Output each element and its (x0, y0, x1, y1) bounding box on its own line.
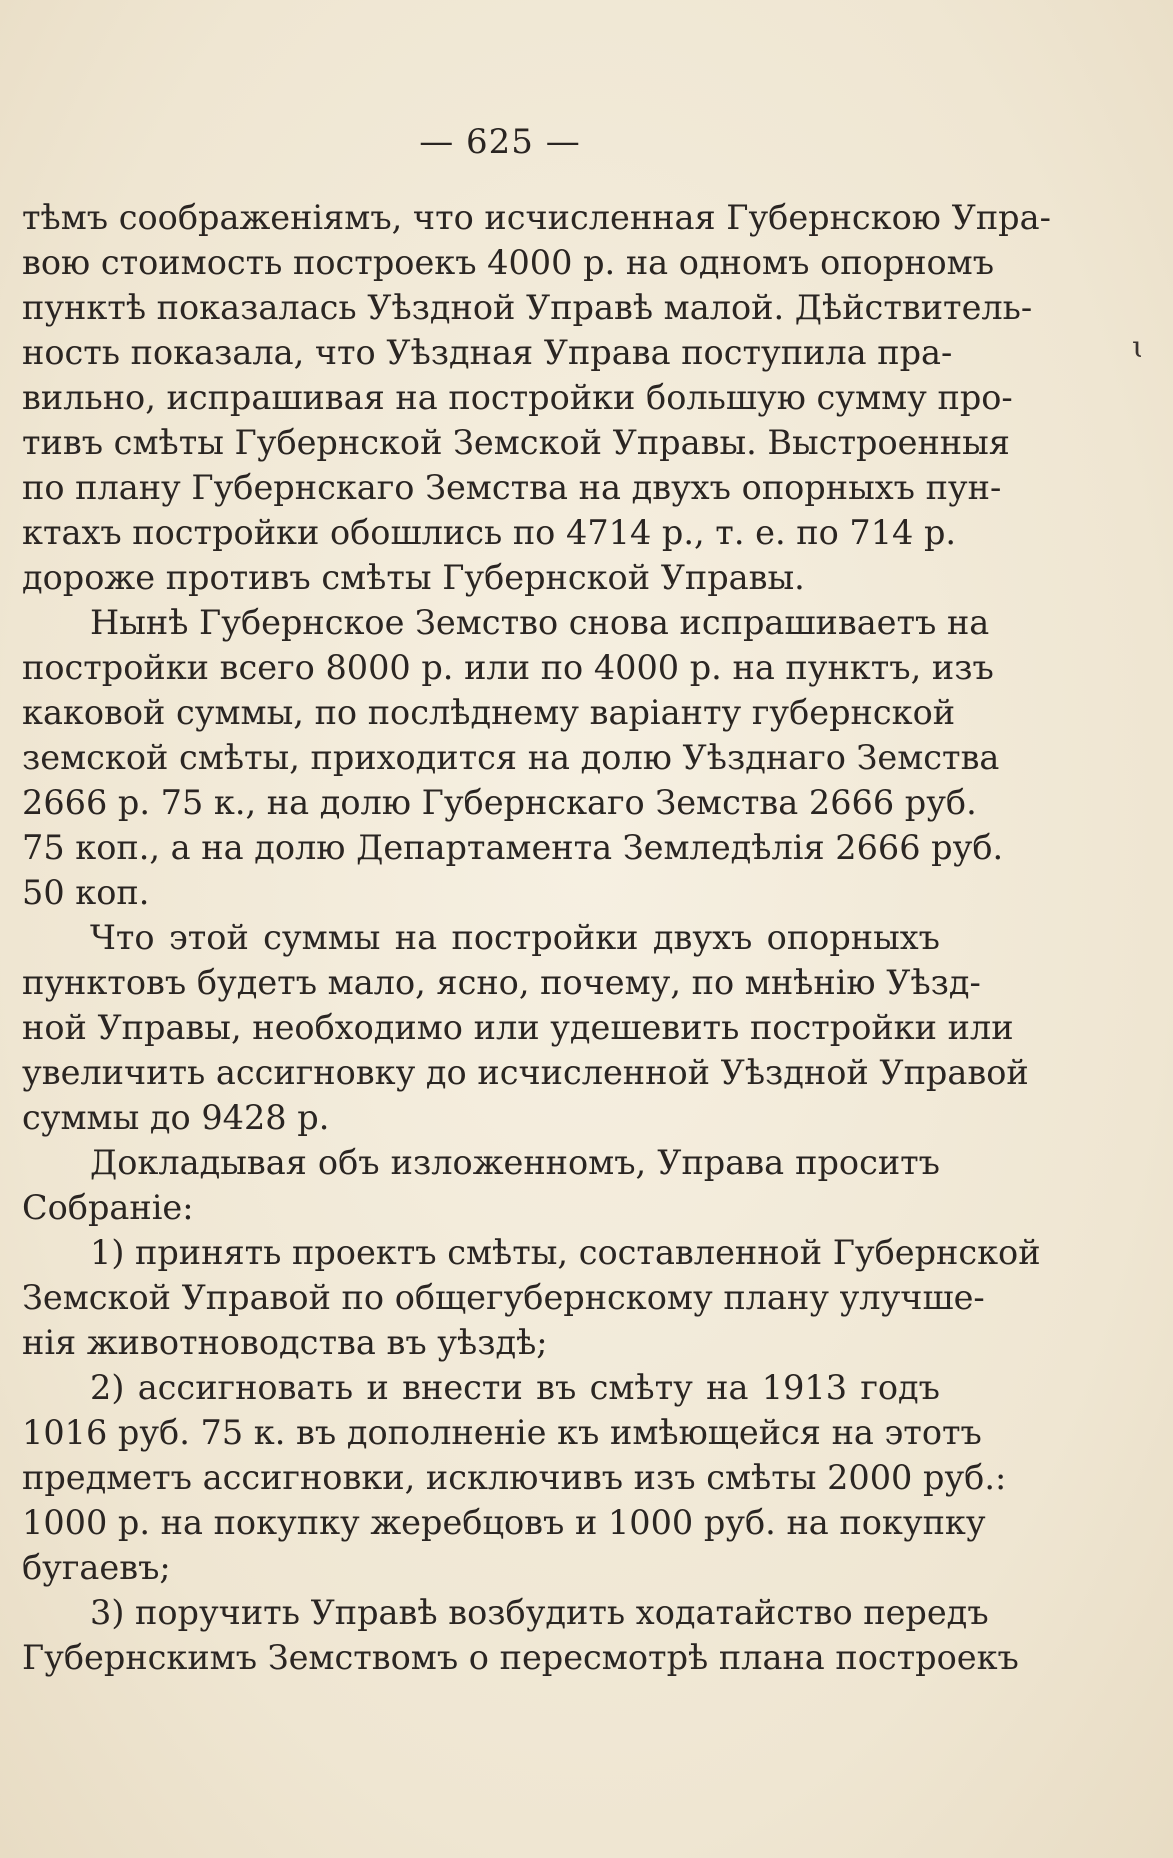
text-line: 75 коп., а на долю Департамента Земледѣлія 2666 руб. (22, 828, 1004, 867)
text-line: тѣмъ соображеніямъ, что исчисленная Губернскою Упра- (22, 198, 1051, 237)
text-line: дороже противъ смѣты Губернской Управы. (22, 558, 805, 597)
text-line: 1) принять проектъ смѣты, составленной Губернской (90, 1233, 1041, 1272)
text-line: Губернскимъ Земствомъ о пересмотрѣ плана построекъ (22, 1638, 1019, 1677)
text-line: ной Управы, необходимо или удешевить постройки или (22, 1008, 1014, 1047)
text-line: нія животноводства въ уѣздѣ; (22, 1323, 548, 1362)
text-line: 2) ассигновать и внести въ смѣту на 1913 годъ (90, 1368, 940, 1407)
text-line: Нынѣ Губернское Земство снова испрашиваетъ на (90, 603, 990, 642)
text-line: 1000 р. на покупку жеребцовъ и 1000 руб. на покупку (22, 1503, 986, 1542)
text-line: вою стоимость построекъ 4000 р. на одномъ опорномъ (22, 243, 995, 282)
text-line: бугаевъ; (22, 1548, 171, 1587)
text-line: предметъ ассигновки, исключивъ изъ смѣты 2000 руб.: (22, 1458, 1007, 1497)
text-line: ктахъ постройки обошлись по 4714 р., т. е. по 714 р. (22, 513, 957, 552)
text-line: Докладывая объ изложенномъ, Управа проситъ (90, 1143, 940, 1182)
text-line: пунктовъ будетъ мало, ясно, почему, по мнѣнію Уѣзд- (22, 963, 981, 1002)
text-line: 3) поручить Управѣ возбудить ходатайство передъ (90, 1593, 989, 1632)
page-number: — 625 — (419, 122, 581, 162)
text-line: каковой суммы, по послѣднему варіанту губернской (22, 693, 956, 732)
text-line: 1016 руб. 75 к. въ дополненіе къ имѣющейся на этотъ (22, 1413, 982, 1452)
text-line: Земской Управой по общегубернскому плану улучше- (22, 1278, 985, 1317)
margin-mark: ɩ (1132, 330, 1144, 365)
text-line: вильно, испрашивая на постройки большую сумму про- (22, 378, 1013, 417)
text-line: 2666 р. 75 к., на долю Губернскаго Земства 2666 руб. (22, 783, 977, 822)
text-line: ность показала, что Уѣздная Управа поступила пра- (22, 333, 953, 372)
text-line: Что этой суммы на постройки двухъ опорныхъ (90, 918, 940, 957)
text-line: тивъ смѣты Губернской Земской Управы. Выстроенныя (22, 423, 1010, 462)
text-line: увеличить ассигновку до исчисленной Уѣздной Управой (22, 1053, 1029, 1092)
text-line: земской смѣты, приходится на долю Уѣзднаго Земства (22, 738, 1000, 777)
text-line: 50 коп. (22, 873, 150, 912)
text-line: постройки всего 8000 р. или по 4000 р. на пунктъ, изъ (22, 648, 994, 687)
text-line: пунктѣ показалась Уѣздной Управѣ малой. Дѣйствитель- (22, 288, 1033, 327)
text-line: по плану Губернскаго Земства на двухъ опорныхъ пун- (22, 468, 1002, 507)
body-text (22, 195, 1051, 1680)
text-line: Собраніе: (22, 1188, 194, 1227)
text-line: суммы до 9428 р. (22, 1098, 330, 1137)
